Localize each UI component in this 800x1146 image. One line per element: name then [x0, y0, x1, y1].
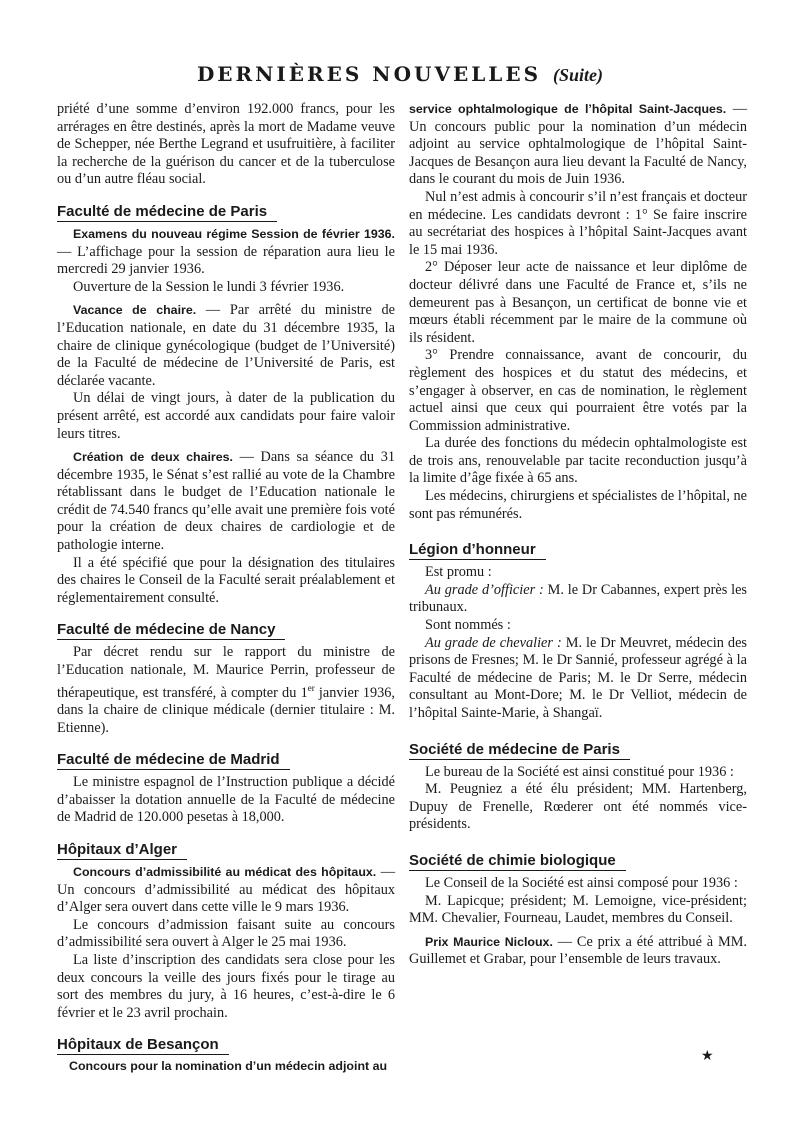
- paragraph-lead: Examens du nouveau régime Session de février 1936.: [73, 226, 395, 241]
- paragraph: Concours d’admissibilité au médicat des hôpitaux. — Un concours d’admissibilité au médicat des hôpitaux d’Alger sera ouvert dans cette ville le 9 mars 1936.: [57, 863, 395, 916]
- paragraph: Le Conseil de la Société est ainsi composé pour 1936 :: [425, 874, 738, 891]
- page-title-suite: (Suite): [553, 65, 604, 85]
- paragraph: Sont nommés :: [425, 617, 511, 634]
- section-heading: Faculté de médecine de Madrid: [57, 751, 290, 770]
- paragraph: Il a été spécifié que pour la désignation des titulaires des chaires le Conseil de la Faculté serait préalablement et réglementairement consulté.: [57, 554, 395, 606]
- section-heading: Hôpitaux d’Alger: [57, 841, 187, 860]
- paragraph: Au grade d’officier : M. le Dr Cabannes, expert près les tribunaux.: [409, 581, 747, 616]
- paragraph: Les médecins, chirurgiens et spécialistes de l’hôpital, ne sont pas rémunérés.: [409, 488, 747, 522]
- section-legion: [409, 541, 747, 722]
- paragraph: Le concours d’admission faisant suite au concours d’admissibilité sera ouvert à Alger le 25 mai 1936.: [57, 916, 395, 951]
- section-paris: [57, 203, 395, 607]
- paragraph: service ophtalmologique de l’hôpital Saint-Jacques. — Un concours public pour la nomination d’un médecin adjoint au service ophtalmologique de l’hôpital Saint-Jacques de Besançon aura lieu devant la Faculté de Nancy, dans le courant du mois de Juin 1936.: [409, 101, 748, 188]
- paragraph: La liste d’inscription des candidats sera close pour les deux concours la veille des jours fixés pour le tirage au sort des membres du jury, à 16 heures, c’est-à-dire le 6 février et le 23 avril prochain.: [57, 951, 395, 1021]
- section-alger: [57, 841, 395, 1022]
- section-heading: Hôpitaux de Besançon: [57, 1036, 229, 1055]
- paragraph: Création de deux chaires. — Dans sa séance du 31 décembre 1935, le Sénat s’est rallié au vote de la Chambre rétablissant dans le budget de l’Education nationale le crédit de 74.540 francs qu’elle avait une première fois voté pour la création de deux chaires de cardiologie et de pathologie interne.: [57, 449, 395, 554]
- section-nancy: [57, 621, 395, 737]
- paragraph: Un délai de vingt jours, à dater de la publication du présent arrêté, est accordé aux candidats pour faire valoir leurs titres.: [57, 390, 395, 442]
- right-column: [409, 101, 747, 969]
- section-madrid: [57, 751, 395, 827]
- paragraph: Au grade de chevalier : M. le Dr Meuvret, médecin des prisons de Fresnes; M. le Dr Sannié, professeur agrégé à la Faculté de médecine de Paris; M. le Dr Serre, médecin consultant au Mont-Dore; M. le Dr Velliot, médecin de l’hôpital Sainte-Marie, à Shangaï.: [409, 634, 747, 721]
- section-besancon: [57, 1036, 395, 1073]
- section-heading: Légion d’honneur: [409, 541, 546, 560]
- paragraph: Examens du nouveau régime Session de février 1936. — L’affichage pour la session de réparation aura lieu le mercredi 29 janvier 1936.: [57, 226, 395, 278]
- section-societe-medecine: [409, 741, 747, 834]
- paragraph: Ouverture de la Session le lundi 3 février 1936.: [73, 278, 345, 295]
- section-heading: Faculté de médecine de Nancy: [57, 621, 285, 640]
- paragraph: Par décret rendu sur le rapport du ministre de l’Education nationale, M. Maurice Perrin, professeur de thérapeutique, est transféré, à compter du 1er janvier 1936, dans la chaire de clinique médicale (dernier titulaire : M. Etienne).: [57, 644, 395, 736]
- paragraph: Le ministre espagnol de l’Instruction publique a décidé d’abaisser la dotation annuelle de la Faculté de médecine de Madrid de 120.000 pesetas à 18,000.: [57, 774, 395, 826]
- paragraph: Est promu :: [425, 564, 492, 581]
- intro-paragraph: priété d’une somme d’environ 192.000 francs, pour les arrérages en être destinés, après la mort de Madame veuve de Schepper, née Berthe Legrand et usufruitière, à faciliter la recherche de la guérison du cancer et de la tuberculose ou d’un autre fléau social.: [57, 101, 395, 188]
- paragraph: Nul n’est admis à concourir s’il n’est français et docteur en médecine. Les candidats devront : 1° Se faire inscrire au secrétariat des hospices à l’hôpital Saint-Jacques avant le 15 mai 1936.: [409, 188, 747, 258]
- section-heading: Faculté de médecine de Paris: [57, 203, 277, 222]
- paragraph: Prix Maurice Nicloux. — Ce prix a été attribué à MM. Guillemet et Grabar, pour l’ensemble de leurs travaux.: [409, 933, 747, 968]
- end-star-icon: ★: [701, 1049, 714, 1064]
- paragraph-lead: Création de deux chaires.: [73, 450, 233, 465]
- paragraph-lead: Prix Maurice Nicloux.: [425, 934, 553, 949]
- subheading: Concours pour la nomination d’un médecin adjoint au: [69, 1059, 388, 1074]
- paragraph: 3° Prendre connaissance, avant de concourir, du règlement des hospices et du statut des médecins, et s’engager à observer, en cas de nomination, le règlement actuel ainsi que ceux qui pourraient être votés par la Commission administrative.: [409, 347, 747, 434]
- page-title: DERNIÈRES NOUVELLES: [196, 62, 542, 86]
- paragraph: Vacance de chaire. — Par arrêté du ministre de l’Education nationale, en date du 31 décembre 1935, la chaire de clinique gynécologique (budget de l’Université) de la Faculté de médecine de l’Université de Paris, est déclarée vacante.: [57, 302, 395, 389]
- left-column: [57, 101, 395, 1073]
- paragraph: Le bureau de la Société est ainsi constitué pour 1936 :: [425, 763, 734, 780]
- section-societe-chimie: [409, 852, 747, 969]
- paragraph: 2° Déposer leur acte de naissance et leur diplôme de docteur délivré dans une Faculté de France et, s’ils ne demeurent pas à Besançon, un certificat de bonne vie et mœurs établi récemment par le maire de la commune où ils résident.: [409, 259, 747, 346]
- paragraph-lead: Concours d’admissibilité au médicat des hôpitaux.: [73, 864, 377, 879]
- page-header: [0, 62, 800, 86]
- paragraph: M. Peugniez a été élu président; MM. Hartenberg, Dupuy de Frenelle, Rœderer ont été nommés vice-présidents.: [409, 781, 747, 833]
- section-heading: Société de médecine de Paris: [409, 741, 630, 760]
- paragraph-lead: Vacance de chaire.: [73, 303, 197, 318]
- paragraph-lead: service ophtalmologique de l’hôpital Saint-Jacques.: [409, 102, 727, 116]
- section-heading: Société de chimie biologique: [409, 852, 626, 871]
- paragraph: La durée des fonctions du médecin ophtalmologiste est de trois ans, renouvelable par tacite reconduction jusqu’à la limite d’âge fixée à 65 ans.: [409, 435, 747, 487]
- paragraph: M. Lapicque; président; M. Lemoigne, vice-président; MM. Chevalier, Fourneau, Laudet, membres du Conseil.: [409, 892, 747, 927]
